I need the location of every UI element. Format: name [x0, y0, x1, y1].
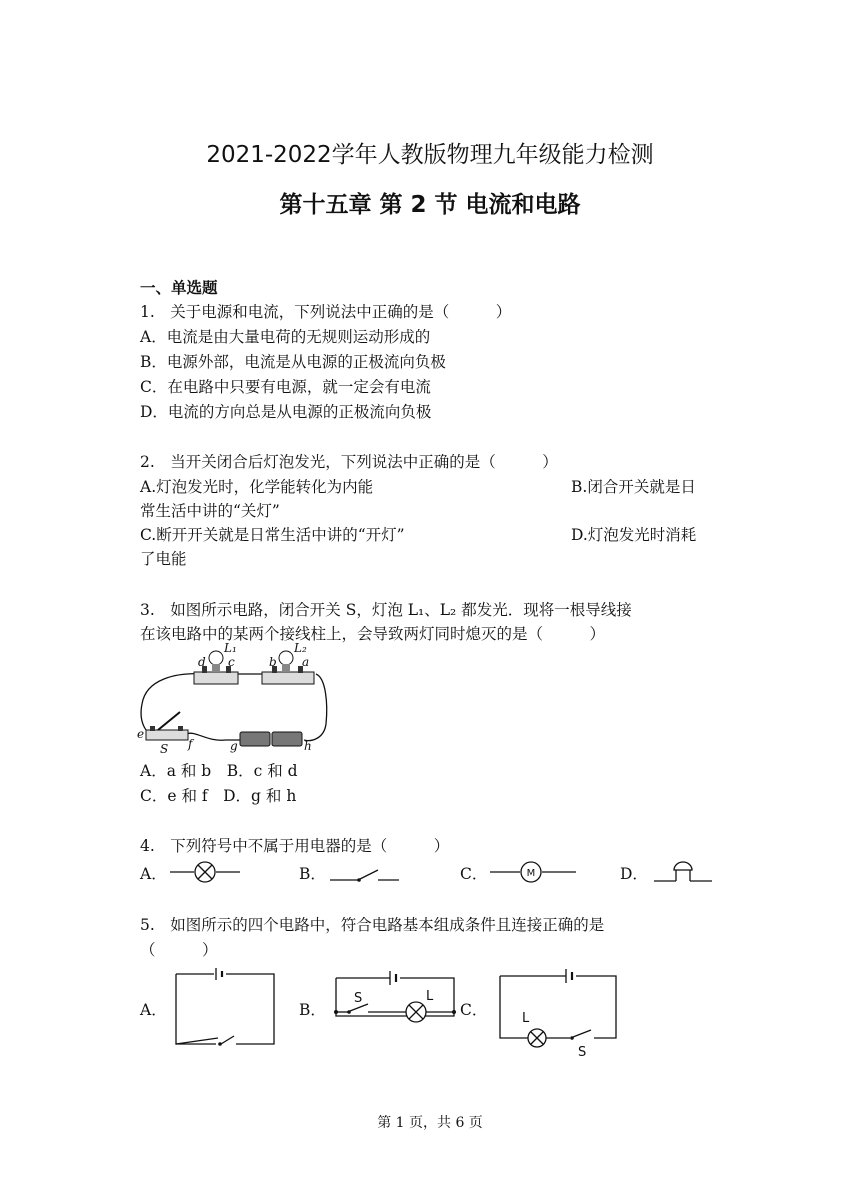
q5-circuit-c [498, 966, 620, 1060]
q5-option-c-label: C． [460, 1001, 488, 1019]
q3-circuit-figure [136, 641, 336, 764]
q3-stem-line1: 3. 如图所示电路，闭合开关 S，灯泡 L₁、L₂ 都发光．现将一根导线接 [140, 601, 632, 619]
q3-switch-lever [158, 712, 180, 730]
q2-option-b-part1: B.闭合开关就是日 [571, 478, 696, 496]
q4-bell-symbol [654, 858, 714, 884]
q5-c-label-l: L [522, 1011, 530, 1026]
page-footer: 第 1 页，共 6 页 [377, 1115, 483, 1131]
q3-terminal-e [150, 726, 155, 731]
q3-label-a: a [302, 655, 310, 669]
q3-options-line1: A．a 和 b B．c 和 d [140, 762, 298, 780]
section-heading: 一、单选题 [140, 279, 218, 297]
q3-lamp1-socket [212, 664, 220, 672]
q5-option-b-label: B． [299, 1001, 326, 1019]
q3-lamp2-bulb-icon [279, 651, 293, 665]
q2-option-a: A.灯泡发光时，化学能转化为内能 [140, 478, 374, 496]
q3-lamp1-bulb-icon [209, 651, 223, 665]
q3-label-g: g [230, 739, 238, 753]
q1-stem: 1. 关于电源和电流，下列说法中正确的是（ ） [140, 303, 512, 321]
q3-label-e: e [137, 727, 145, 741]
q5-stem-line2: （ ） [140, 941, 218, 959]
q3-lamp2-socket [282, 664, 290, 672]
q4-motor-symbol [490, 859, 580, 885]
q1-option-c: C．在电路中只要有电源，就一定会有电流 [140, 378, 431, 396]
q3-label-h: h [304, 739, 312, 753]
q3-label-c: c [228, 655, 235, 669]
q3-label-l2: L₂ [294, 641, 307, 655]
q2-option-b-part2: 常生活中讲的“关灯” [140, 502, 280, 520]
q4-switch-symbol [330, 860, 400, 884]
q5-b-label-s: S [354, 991, 363, 1006]
q4-option-b-label: B． [299, 865, 326, 883]
q3-stem-line2: 在该电路中的某两个接线柱上，会导致两灯同时熄灭的是（ ） [140, 625, 606, 643]
q3-lamp2-base [262, 672, 314, 684]
q3-lamp1-base [194, 672, 238, 684]
q4-motor-letter: M [526, 868, 536, 879]
q2-stem: 2. 当开关闭合后灯泡发光，下列说法中正确的是（ ） [140, 453, 558, 471]
q4-option-c-label: C． [460, 865, 488, 883]
q3-label-l1: L₁ [224, 641, 237, 655]
q5-circuit-b [330, 966, 460, 1022]
document-title: 2021-2022学年人教版物理九年级能力检测 [206, 142, 654, 168]
q5-circuit-a [174, 964, 278, 1046]
switch-icon [573, 1030, 591, 1037]
q4-stem: 4. 下列符号中不属于用电器的是（ ） [140, 837, 450, 855]
q3-label-f: f [188, 737, 193, 751]
q5-option-a-label: A． [140, 1001, 167, 1019]
q5-c-label-s: S [578, 1045, 587, 1060]
q1-option-d: D．电流的方向总是从电源的正极流向负极 [140, 403, 432, 421]
q3-label-b: b [269, 655, 277, 669]
q3-label-s: S [160, 742, 169, 756]
q3-battery-2 [272, 732, 302, 746]
q2-option-d-part2: 了电能 [140, 550, 187, 568]
q1-option-b: B．电源外部，电流是从电源的正极流向负极 [140, 353, 446, 371]
q3-switch-base [146, 730, 188, 740]
q3-terminal-f [178, 726, 183, 731]
q5-b-label-l: L [426, 989, 434, 1004]
q3-options-line2: C．e 和 f D．g 和 h [140, 787, 297, 805]
q4-option-a-label: A． [140, 865, 167, 883]
q5-stem-line1: 5. 如图所示的四个电路中，符合电路基本组成条件且连接正确的是 [140, 916, 605, 934]
q3-battery-1 [240, 732, 270, 746]
chapter-subtitle: 第十五章 第 2 节 电流和电路 [279, 192, 581, 218]
switch-icon [360, 870, 378, 879]
q4-option-d-label: D． [620, 865, 648, 883]
q2-option-c: C.断开开关就是日常生活中讲的“开灯” [140, 526, 405, 544]
q1-option-a: A．电流是由大量电荷的无规则运动形成的 [140, 328, 431, 346]
q4-lamp-symbol [170, 860, 242, 884]
switch-icon [221, 1036, 234, 1044]
q2-option-d-part1: D.灯泡发光时消耗 [571, 526, 697, 544]
q3-label-d: d [198, 655, 206, 669]
bell-icon [674, 862, 692, 870]
